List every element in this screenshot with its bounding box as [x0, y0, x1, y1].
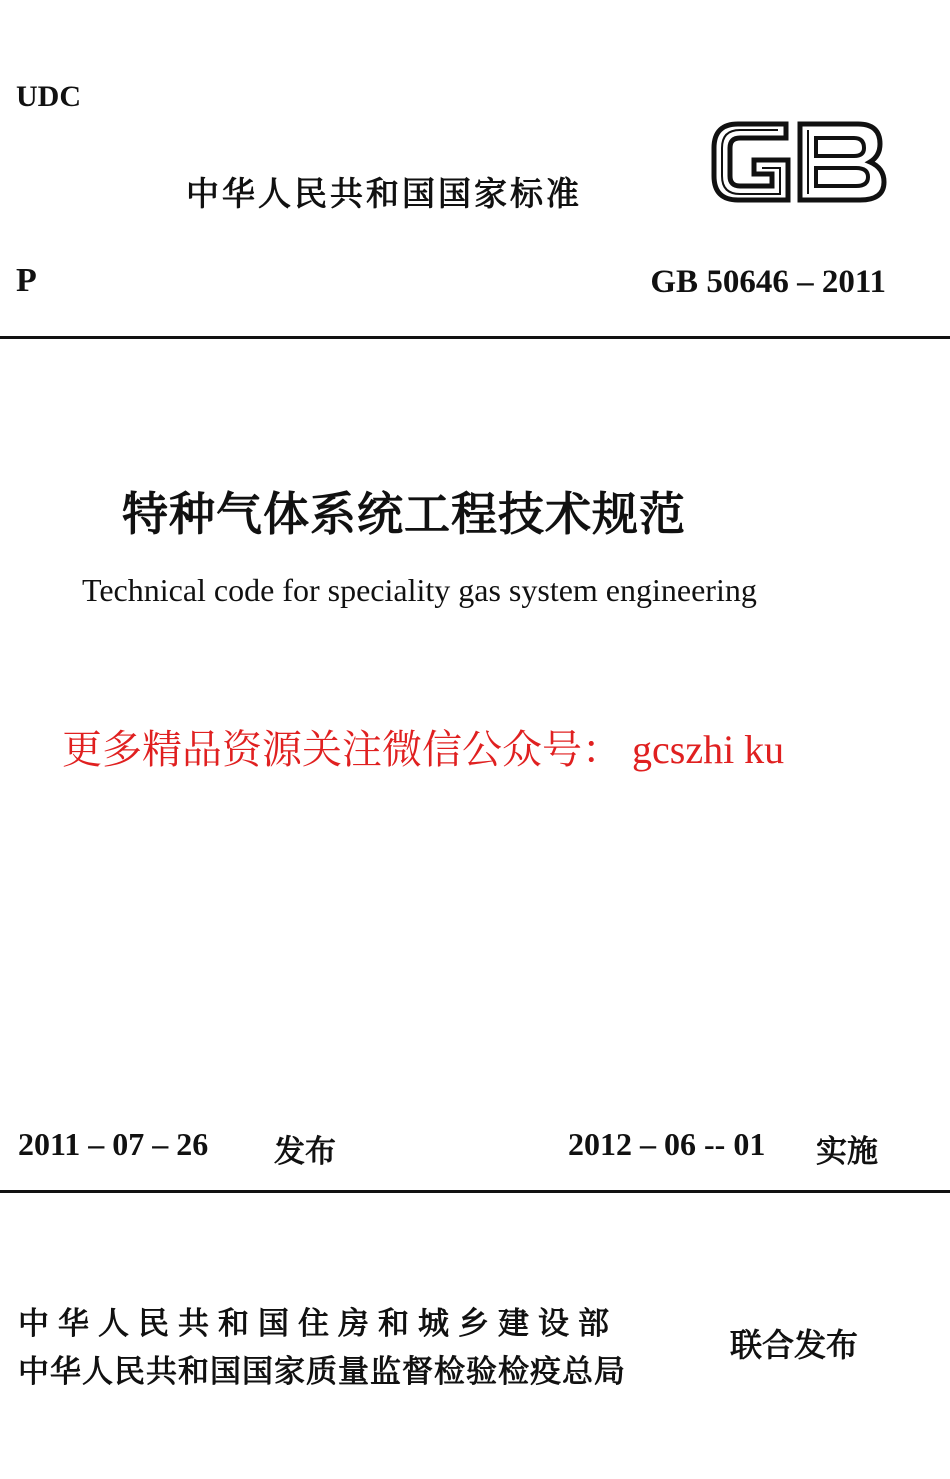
publisher-ministry: 中华人民共和国住房和城乡建设部 — [18, 1306, 618, 1342]
series-title: 中华人民共和国国家标准 — [186, 174, 582, 213]
classification-code: P — [16, 262, 37, 299]
publisher-aqsiq: 中华人民共和国国家质量监督检验检疫总局 — [18, 1354, 626, 1390]
title-chinese: 特种气体系统工程技术规范 — [122, 487, 686, 541]
title-english: Technical code for speciality gas system engineering — [82, 572, 757, 608]
implement-label: 实施 — [816, 1134, 878, 1170]
gb-logo — [708, 116, 888, 208]
implement-date: 2012 – 06 -- 01 — [568, 1126, 766, 1162]
bottom-divider — [0, 1190, 950, 1193]
issue-label: 发布 — [274, 1134, 336, 1170]
issue-date: 2011 – 07 – 26 — [18, 1126, 209, 1162]
top-divider — [0, 336, 950, 339]
udc-label: UDC — [16, 80, 81, 113]
joint-issue-label: 联合发布 — [730, 1326, 859, 1364]
watermark-text: 更多精品资源关注微信公众号： gcszhi ku — [62, 727, 785, 772]
standard-number: GB 50646 – 2011 — [650, 264, 886, 300]
